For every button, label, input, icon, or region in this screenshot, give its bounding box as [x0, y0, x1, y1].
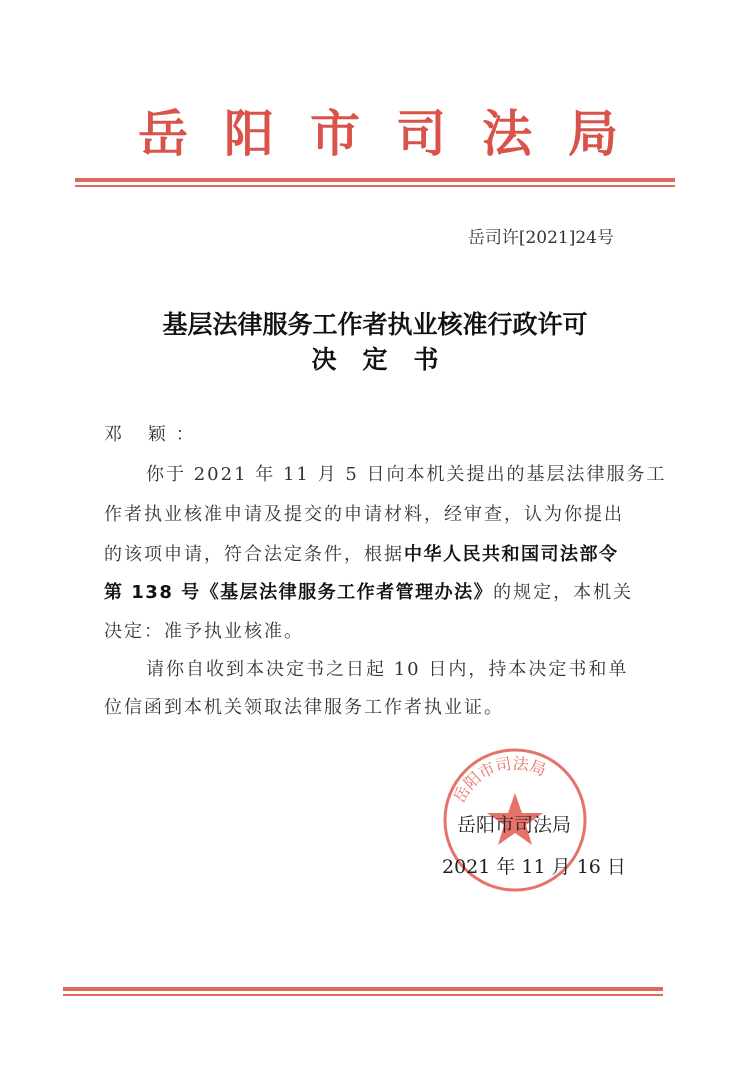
body-text-segment: 的该项申请，符合法定条件，根据: [104, 544, 404, 565]
body-line: [104, 695, 504, 721]
body-line: [104, 502, 624, 528]
header-rule-thin: [75, 185, 675, 187]
body-text-segment: 决定：准予执业核准。: [104, 621, 304, 642]
document-title: 基层法律服务工作者执业核准行政许可: [162, 310, 588, 339]
body-text-segment: 你于 2021 年 11 月 5 日向本机关提出的基层法律服务工: [146, 464, 667, 485]
body-line: [146, 657, 628, 683]
bold-citation: 第 138 号《基层法律服务工作者管理办法》: [104, 582, 494, 603]
body-line: [146, 462, 667, 488]
salutation: 邓 颖：: [104, 424, 204, 445]
agency-letterhead: 岳阳市司法局: [138, 104, 654, 163]
body-line: [104, 542, 619, 568]
signature-agency: 岳阳市司法局: [457, 814, 572, 836]
body-text-segment: 位信函到本机关领取法律服务工作者执业证。: [104, 697, 504, 718]
footer-rule-thin: [63, 994, 663, 996]
body-text-segment: 作者执业核准申请及提交的申请材料，经审查，认为你提出: [104, 504, 624, 525]
header-rule-thick: [75, 178, 675, 182]
bold-citation: 中华人民共和国司法部令: [404, 544, 619, 565]
seal-lettering: 岳阳市司法局: [449, 753, 549, 807]
svg-text:岳阳市司法局: [449, 754, 548, 806]
signature-date: 2021 年 11 月 16 日: [442, 856, 626, 878]
body-text-segment: 的规定，本机关: [493, 582, 634, 603]
document-number: 岳司许[2021]24号: [467, 228, 614, 248]
body-line: [104, 619, 304, 645]
document-subtitle: 决定书: [311, 345, 465, 374]
footer-rule-thick: [63, 987, 663, 991]
body-text-segment: 请你自收到本决定书之日起 10 日内，持本决定书和单: [146, 659, 629, 680]
body-line: [104, 580, 633, 606]
